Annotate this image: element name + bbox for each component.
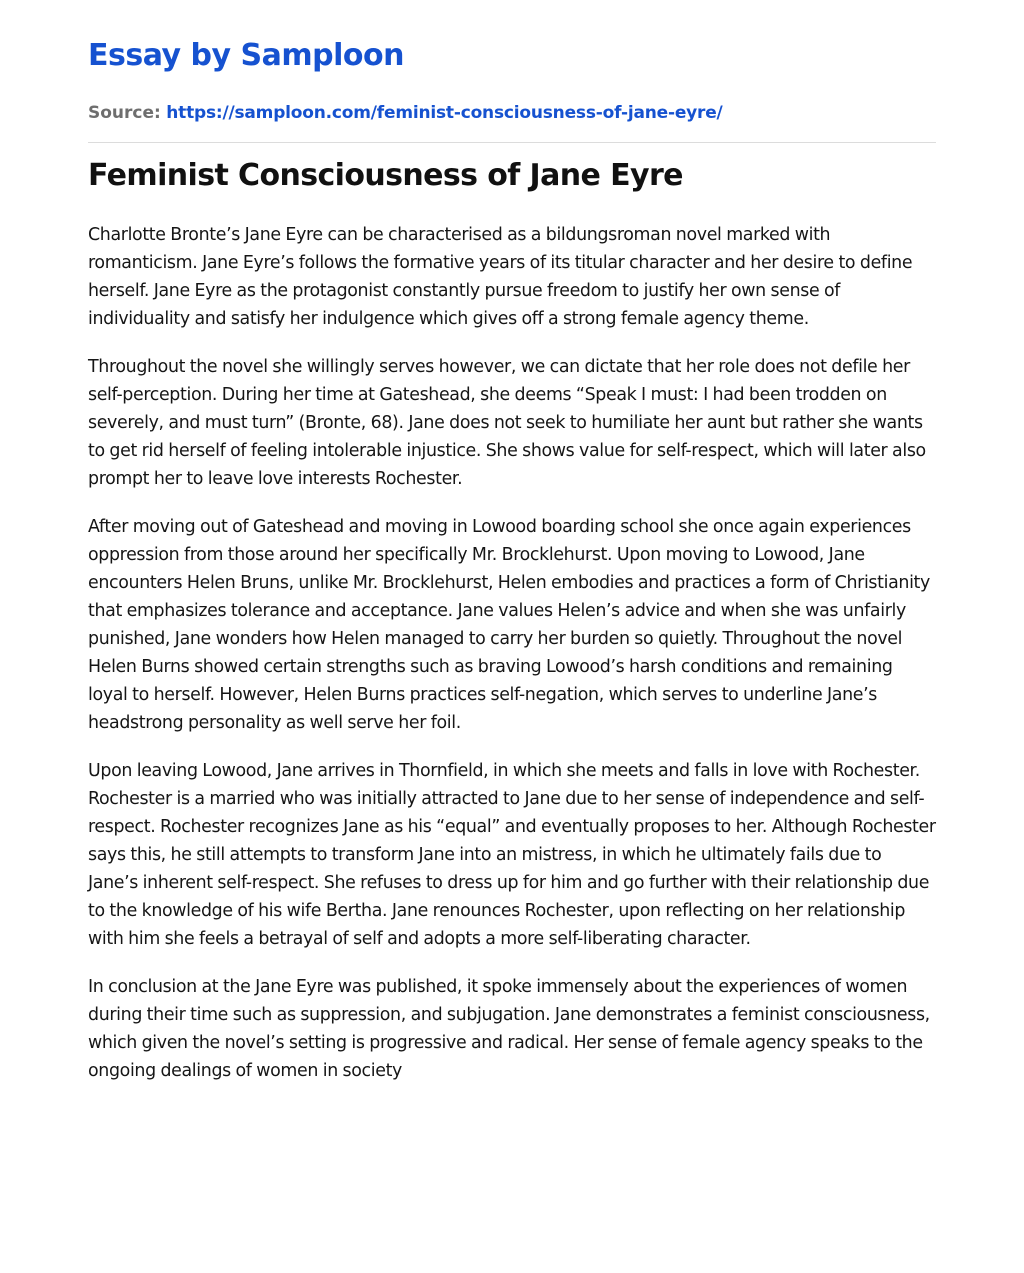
essay-title: Feminist Consciousness of Jane Eyre bbox=[88, 158, 683, 193]
header-divider bbox=[88, 142, 936, 143]
essay-body bbox=[88, 221, 936, 1105]
essay-paragraph-1: Charlotte Bronte’s Jane Eyre can be characterised as a bildungsroman novel marked with romanticism. Jane Eyre’s follows the formative years of its titular character and her desire to define herself. Jane Eyre as the protagonist constantly pursue freedom to justify her own sense of individuality and satisfy her indulgence which gives off a strong female agency theme. bbox=[88, 225, 913, 329]
source-link[interactable]: https://samploon.com/feminist-consciousness-of-jane-eyre/ bbox=[166, 103, 723, 123]
essay-paragraph-2: Throughout the novel she willingly serves however, we can dictate that her role does not defile her self-perception. During her time at Gateshead, she deems “Speak I must: I had been trodden on severely, and must turn” (Bronte, 68). Jane does not seek to humiliate her aunt but rather she wants to get rid herself of feeling intolerable injustice. She shows value for self-respect, which will later also prompt her to leave love interests Rochester. bbox=[88, 357, 926, 489]
essay-paragraph-5: In conclusion at the Jane Eyre was published, it spoke immensely about the experiences of women during their time such as suppression, and subjugation. Jane demonstrates a feminist consciousness, which given the novel’s setting is progressive and radical. Her sense of female agency speaks to the ongoing dealings of women in society bbox=[88, 977, 930, 1081]
essay-paragraph-3: After moving out of Gateshead and moving in Lowood boarding school she once again experiences oppression from those around her specifically Mr. Brocklehurst. Upon moving to Lowood, Jane encounters Helen Bruns, unlike Mr. Brocklehurst, Helen embodies and practices a form of Christianity that emphasizes tolerance and acceptance. Jane values Helen’s advice and when she was unfairly punished, Jane wonders how Helen managed to carry her burden so quietly. Throughout the novel Helen Burns showed certain strengths such as braving Lowood’s harsh conditions and remaining loyal to herself. However, Helen Burns practices self-negation, which serves to underline Jane’s headstrong personality as well serve her foil. bbox=[88, 517, 930, 733]
source-label: Source: bbox=[88, 103, 161, 123]
source-line bbox=[88, 102, 723, 124]
essay-paragraph-4: Upon leaving Lowood, Jane arrives in Thornfield, in which she meets and falls in love with Rochester. Rochester is a married who was initially attracted to Jane due to her sense of independence and self-respect. Rochester recognizes Jane as his “equal” and eventually proposes to her. Although Rochester says this, he still attempts to transform Jane into an mistress, in which he ultimately fails due to Jane’s inherent self-respect. She refuses to dress up for him and go further with their relationship due to the knowledge of his wife Bertha. Jane renounces Rochester, upon reflecting on her relationship with him she feels a betrayal of self and adopts a more self-liberating character. bbox=[88, 761, 936, 949]
brand-title[interactable]: Essay by Samploon bbox=[88, 38, 404, 73]
